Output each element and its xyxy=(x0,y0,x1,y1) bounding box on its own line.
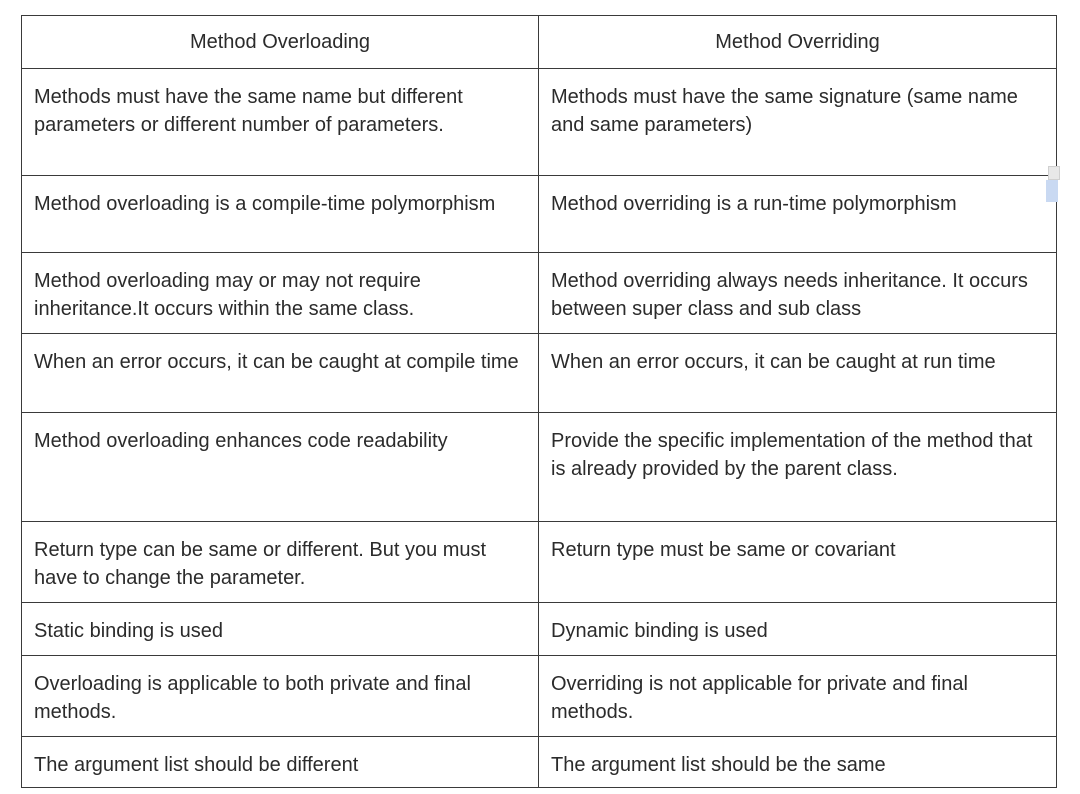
cell-overloading: Method overloading may or may not require inheritance.It occurs within the same class. xyxy=(22,253,539,334)
cell-overloading: Methods must have the same name but different parameters or different number of parameters. xyxy=(22,69,539,176)
table-row xyxy=(22,656,1057,737)
cell-overriding: Overriding is not applicable for private and final methods. xyxy=(539,656,1057,737)
cell-overriding xyxy=(539,176,1057,253)
header-method-overriding: Method Overriding xyxy=(539,16,1057,69)
cell-overriding-text: Method overriding is a run-time polymorphism xyxy=(551,193,957,215)
table-row xyxy=(22,334,1057,413)
table-row xyxy=(22,522,1057,603)
cell-overriding: Methods must have the same signature (same name and same parameters) xyxy=(539,69,1057,176)
cell-overriding: The argument list should be the same xyxy=(539,737,1057,788)
cell-overriding: Method overriding always needs inheritance. It occurs between super class and sub class xyxy=(539,253,1057,334)
header-method-overloading: Method Overloading xyxy=(22,16,539,69)
table-row xyxy=(22,737,1057,788)
cell-overriding: Dynamic binding is used xyxy=(539,603,1057,656)
cell-overloading: When an error occurs, it can be caught at compile time xyxy=(22,334,539,413)
cell-overloading: Method overloading enhances code readability xyxy=(22,413,539,522)
table-row xyxy=(22,603,1057,656)
comparison-table xyxy=(21,15,1057,788)
comparison-table-container xyxy=(21,15,1056,788)
table-row xyxy=(22,413,1057,522)
table-row xyxy=(22,176,1057,253)
cell-overloading: Overloading is applicable to both private and final methods. xyxy=(22,656,539,737)
table-row xyxy=(22,253,1057,334)
cell-overriding: When an error occurs, it can be caught at run time xyxy=(539,334,1057,413)
text-cursor-selection-marker xyxy=(1046,180,1058,202)
cell-overriding: Provide the specific implementation of the method that is already provided by the parent class. xyxy=(539,413,1057,522)
cell-overloading: Return type can be same or different. But you must have to change the parameter. xyxy=(22,522,539,603)
cell-overloading: Static binding is used xyxy=(22,603,539,656)
table-header-row xyxy=(22,16,1057,69)
cell-overriding: Return type must be same or covariant xyxy=(539,522,1057,603)
cell-overloading: Method overloading is a compile-time polymorphism xyxy=(22,176,539,253)
cell-overloading: The argument list should be different xyxy=(22,737,539,788)
table-row xyxy=(22,69,1057,176)
